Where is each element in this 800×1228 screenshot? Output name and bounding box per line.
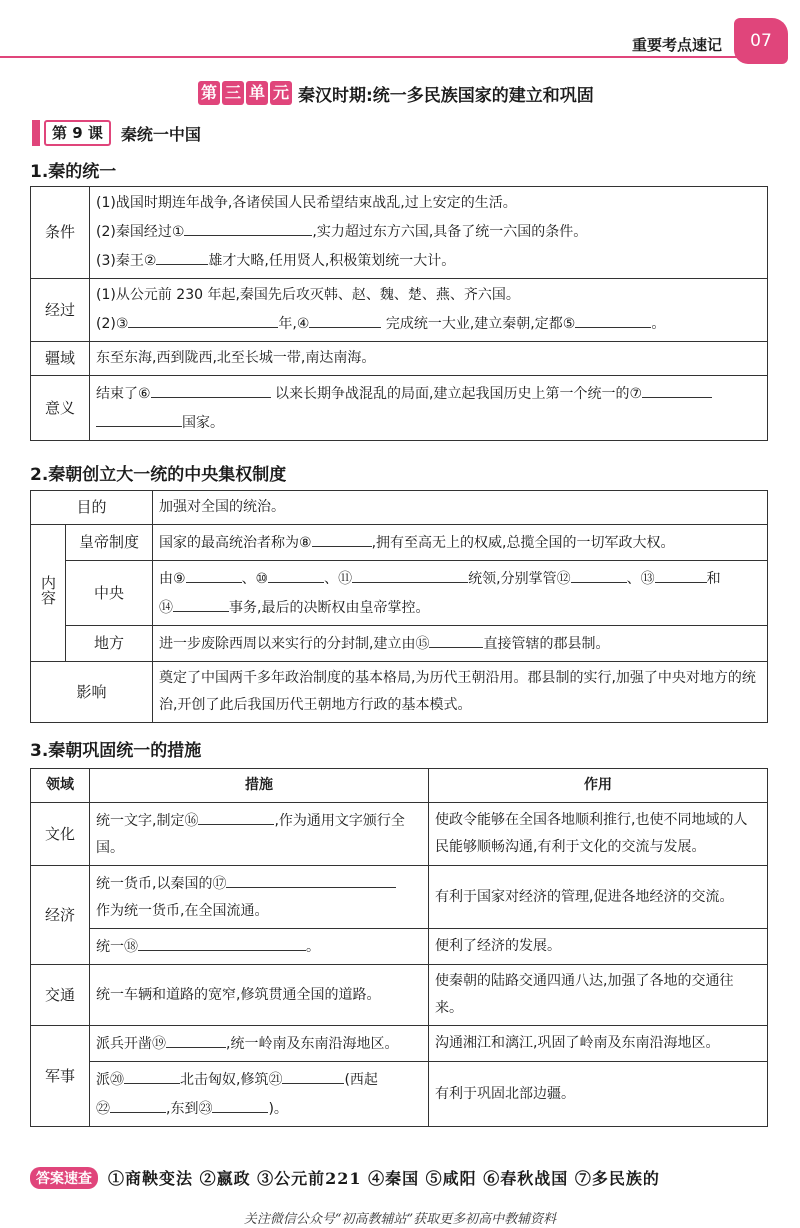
text-line: (1)从公元前 230 年起,秦国先后攻灭韩、赵、魏、楚、燕、齐六国。 <box>96 287 520 303</box>
measure-cell <box>90 1062 429 1127</box>
table-row <box>31 929 768 965</box>
text: ,实力超过东方六国,具备了统一六国的条件。 <box>312 224 588 240</box>
text: 统一⑱ <box>96 939 138 955</box>
unit-chip-char: 单 <box>246 81 268 105</box>
measure-cell <box>90 803 429 866</box>
effect-cell: 使秦朝的陆路交通四通八达,加强了各地的交通往来。 <box>429 965 768 1026</box>
text: 派⑳ <box>96 1072 124 1088</box>
blank <box>124 1065 180 1084</box>
blank <box>151 379 271 398</box>
row-label: 意义 <box>31 376 90 441</box>
row-label: 目的 <box>31 491 153 525</box>
section-title: 3.秦朝巩固统一的措施 <box>30 741 202 761</box>
blank <box>186 564 242 583</box>
column-header: 领域 <box>31 769 90 803</box>
text: ㉒ <box>96 1101 110 1117</box>
text: 结束了⑥ <box>96 386 151 402</box>
table-row <box>31 965 768 1026</box>
table-row <box>31 491 768 525</box>
effect-cell: 有利于巩固北部边疆。 <box>429 1062 768 1127</box>
text: 以来长期争战混乱的局面,建立起我国历史上第一个统一的⑦ <box>275 386 643 402</box>
text: )。 <box>268 1101 288 1117</box>
text: ,拥有至高无上的权威,总揽全国的一切军政大权。 <box>371 535 675 551</box>
blank <box>156 246 208 265</box>
measure-cell: 统一车辆和道路的宽窄,修筑贯通全国的道路。 <box>90 965 429 1026</box>
effect-cell: 沟通湘江和漓江,巩固了岭南及东南沿海地区。 <box>429 1026 768 1062</box>
text: 、⑩ <box>241 571 269 587</box>
row-content <box>90 279 768 342</box>
row-content: 加强对全国的统治。 <box>153 491 768 525</box>
unit-chip-char: 三 <box>222 81 244 105</box>
text: ,东到㉓ <box>166 1101 213 1117</box>
text: 内容 <box>39 575 57 605</box>
text-line: (1)战国时期连年战争,各诸侯国人民希望结束战乱,过上安定的生活。 <box>96 195 517 211</box>
unit-chip-char: 第 <box>198 81 220 105</box>
text: 国家的最高统治者称为⑧ <box>159 535 312 551</box>
centralization-table <box>30 490 768 723</box>
text: 事务,最后的决断权由皇帝掌控。 <box>229 600 430 616</box>
unification-table <box>30 186 768 441</box>
answer-tag: 答案速查 <box>30 1167 98 1189</box>
blank <box>282 1065 344 1084</box>
table-row <box>31 1026 768 1062</box>
row-content <box>153 525 768 561</box>
table-row <box>31 525 768 561</box>
table-row <box>31 866 768 929</box>
text: ,统一岭南及东南沿海地区。 <box>226 1036 399 1052</box>
effect-cell: 使政令能够在全国各地顺利推行,也使不同地域的人民能够顺畅沟通,有利于文化的交流与发展。 <box>429 803 768 866</box>
table-header-row <box>31 769 768 803</box>
text: 由⑨ <box>159 571 186 587</box>
blank <box>655 564 707 583</box>
unit-title-text: 秦汉时期:统一多民族国家的建立和巩固 <box>298 85 594 106</box>
text: 、⑬ <box>626 571 655 587</box>
table-row <box>31 662 768 723</box>
row-content: 奠定了中国两千多年政治制度的基本格局,为历代王朝沿用。郡县制的实行,加强了中央对地方的统治,开创了此后我国历代王朝地方行政的基本模式。 <box>153 662 768 723</box>
blank <box>312 528 372 547</box>
row-label: 中央 <box>66 561 153 626</box>
unit-chip-char: 元 <box>270 81 292 105</box>
blank <box>575 309 651 328</box>
blank <box>309 309 381 328</box>
blank <box>429 629 483 648</box>
section-title: 2.秦朝创立大一统的中央集权制度 <box>30 465 287 485</box>
row-label: 文化 <box>31 803 90 866</box>
column-header: 作用 <box>429 769 768 803</box>
measure-cell <box>90 866 429 929</box>
lesson-badge: 第 9 课 <box>44 120 111 146</box>
measure-cell <box>90 929 429 965</box>
text: 年,④ <box>278 316 310 332</box>
row-content <box>153 561 768 626</box>
blank <box>226 869 396 888</box>
text: (西起 <box>344 1072 378 1088</box>
header-rule <box>0 56 738 58</box>
table-row <box>31 279 768 342</box>
text-line <box>96 246 761 275</box>
blank <box>184 217 312 236</box>
section-title: 1.秦的统一 <box>30 162 117 182</box>
row-label: 经过 <box>31 279 90 342</box>
row-label: 交通 <box>31 965 90 1026</box>
text: 北击匈奴,修筑㉑ <box>180 1072 283 1088</box>
column-header: 措施 <box>90 769 429 803</box>
text: (3)秦王② <box>96 253 157 269</box>
text: 统一货币,以秦国的⑰ <box>96 876 227 892</box>
measure-cell <box>90 1026 429 1062</box>
unit-chip <box>198 81 292 105</box>
blank <box>96 408 182 427</box>
row-label: 地方 <box>66 626 153 662</box>
table-row <box>31 561 768 626</box>
table-row <box>31 803 768 866</box>
table-row <box>31 376 768 441</box>
row-content <box>90 187 768 279</box>
lesson-flag-icon <box>32 120 40 146</box>
text: (2)③ <box>96 316 129 332</box>
table-row <box>31 626 768 662</box>
text: 国家。 <box>182 415 224 431</box>
blank <box>138 932 306 951</box>
blank <box>212 1094 268 1113</box>
text: 统领,分别掌管⑫ <box>468 571 571 587</box>
effect-cell: 有利于国家对经济的管理,促进各地经济的交流。 <box>429 866 768 929</box>
page-number: 07 <box>734 18 788 64</box>
text: 完成统一大业,建立秦朝,定都⑤ <box>385 316 576 332</box>
row-label: 皇帝制度 <box>66 525 153 561</box>
row-label: 条件 <box>31 187 90 279</box>
lesson-name: 秦统一中国 <box>120 124 201 144</box>
answer-strip <box>30 1166 660 1189</box>
blank <box>642 379 712 398</box>
blank <box>571 564 627 583</box>
row-label: 军事 <box>31 1026 90 1127</box>
text: ,作为通用文字颁行全国。 <box>96 813 405 856</box>
text: 、⑪ <box>324 571 353 587</box>
answer-text: ①商鞅变法 ②嬴政 ③公元前221 ④秦国 ⑤咸阳 ⑥春秋战国 ⑦多民族的 <box>108 1169 660 1188</box>
header-title: 重要考点速记 <box>631 36 722 54</box>
row-content <box>153 626 768 662</box>
blank <box>128 309 278 328</box>
effect-cell: 便利了经济的发展。 <box>429 929 768 965</box>
footer-note: 关注微信公众号“初高教辅站”获取更多初高中教辅资料 <box>243 1212 557 1227</box>
unit-title <box>198 80 594 106</box>
row-label: 经济 <box>31 866 90 965</box>
blank <box>268 564 324 583</box>
text: 雄才大略,任用贤人,积极策划统一大计。 <box>208 253 456 269</box>
row-label: 疆域 <box>31 342 90 376</box>
blank <box>110 1094 166 1113</box>
table-row <box>31 1062 768 1127</box>
text-line <box>96 217 761 246</box>
text: 统一文字,制定⑯ <box>96 813 199 829</box>
text: ⑭ <box>159 600 173 616</box>
text: 。 <box>651 316 666 332</box>
text: 作为统一货币,在全国流通。 <box>96 903 269 919</box>
text: 直接管辖的郡县制。 <box>483 636 610 652</box>
blank <box>166 1029 226 1048</box>
blank <box>198 806 274 825</box>
text: 。 <box>306 939 320 955</box>
row-content <box>90 376 768 441</box>
blank <box>173 593 229 612</box>
row-label: 影响 <box>31 662 153 723</box>
measures-table <box>30 768 768 1127</box>
row-content: 东至东海,西到陇西,北至长城一带,南达南海。 <box>90 342 768 376</box>
text: 和 <box>706 571 721 587</box>
text-line <box>96 309 761 338</box>
text: (2)秦国经过① <box>96 224 185 240</box>
text: 进一步废除西周以来实行的分封制,建立由⑮ <box>159 636 430 652</box>
text: 派兵开凿⑲ <box>96 1036 166 1052</box>
content-label <box>31 525 66 662</box>
blank <box>352 564 468 583</box>
table-row <box>31 187 768 279</box>
lesson-heading <box>32 120 201 146</box>
table-row <box>31 342 768 376</box>
